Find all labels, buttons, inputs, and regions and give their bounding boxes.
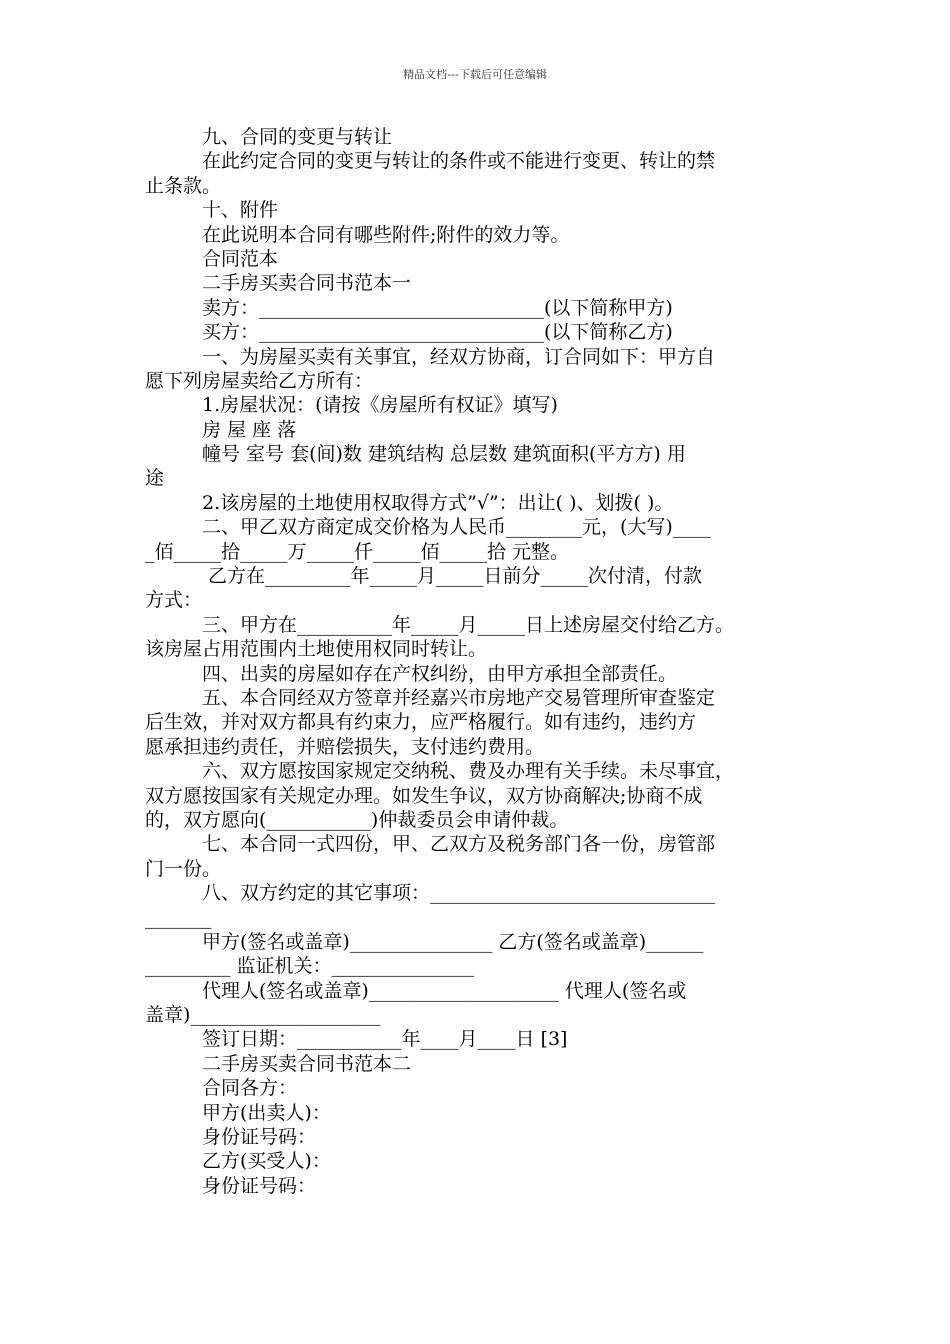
text-line: 一、为房屋买卖有关事宜，经双方协商，订合同如下：甲方自 <box>202 345 716 368</box>
text-line: 1.房屋状况：(请按《房屋所有权证》填写) <box>202 394 558 417</box>
text-line: 九、合同的变更与转让 <box>202 126 393 148</box>
text-line: 盖章)____________________ <box>145 1004 381 1027</box>
text-line: 七、本合同一式四份，甲、乙双方及税务部门各一份，房管部 <box>202 833 716 856</box>
text-line: 四、出卖的房屋如存在产权纠纷，由甲方承担全部责任。 <box>202 662 678 685</box>
text-line: 买方：______________________________(以下简称乙方) <box>202 321 673 344</box>
text-line: 的，双方愿向(___________)仲裁委员会申请仲裁。 <box>145 808 569 831</box>
text-line: 乙方在_________年_____月_____日前分_____次付清，付款 <box>202 565 703 588</box>
text-line: _______ <box>145 906 212 929</box>
text-line: 在此说明本合同有哪些附件;附件的效力等。 <box>202 223 570 246</box>
text-line: 八、双方约定的其它事项：______________________________ <box>202 882 716 905</box>
text-line: 六、双方愿按国家规定交纳税、费及办理有关手续。未尽事宜， <box>202 760 735 783</box>
text-line: 在此约定合同的变更与转让的条件或不能进行变更、转让的禁 <box>202 150 716 173</box>
text-line: 三、甲方在__________年_____月_____日上述房屋交付给乙方。 <box>202 613 735 636</box>
text-line: 甲方(出卖人)： <box>202 1101 331 1124</box>
text-line: 止条款。 <box>145 174 222 197</box>
text-line: 代理人(签名或盖章)____________________ 代理人(签名或 <box>202 979 687 1002</box>
text-line: 卖方：______________________________(以下简称甲方) <box>202 296 673 319</box>
text-line: 双方愿按国家有关规定办理。如发生争议，双方协商解决;协商不成 <box>145 784 703 807</box>
text-line: 幢号 室号 套(间)数 建筑结构 总层数 建筑面积(平方方) 用 <box>202 443 686 466</box>
text-line: 身份证号码： <box>202 1174 317 1197</box>
text-line: 二、甲乙双方商定成交价格为人民币________元，(大写)____ <box>202 516 711 539</box>
page-header: 精品文档---下载后可任意编辑 <box>403 68 547 81</box>
text-line: 途 <box>145 467 165 490</box>
text-line: 十、附件 <box>202 199 279 222</box>
document-body <box>145 125 825 1198</box>
text-line: 方式： <box>145 589 203 612</box>
text-line: 该房屋占用范围内土地使用权同时转让。 <box>145 638 488 661</box>
text-line: 二手房买卖合同书范本二 <box>202 1052 412 1075</box>
text-line: 愿下列房屋卖给乙方所有： <box>145 369 374 392</box>
text-line: 房 屋 座 落 <box>202 418 297 441</box>
text-line: 愿承担违约责任，并赔偿损失，支付违约费用。 <box>145 735 545 758</box>
text-line: 门一份。 <box>145 857 222 880</box>
text-line: 合同范本 <box>202 247 279 270</box>
text-line: _________ 监证机关：_______________ <box>145 955 475 978</box>
text-line: 合同各方： <box>202 1077 298 1100</box>
text-line: 五、本合同经双方签章并经嘉兴市房地产交易管理所审查鉴定 <box>202 686 716 709</box>
text-line: 甲方(签名或盖章)_______________ 乙方(签名或盖章)______ <box>202 930 704 953</box>
text-line: 乙方(买受人)： <box>202 1150 331 1173</box>
text-line: 后生效，并对双方都具有约束力，应严格履行。如有违约，违约方 <box>145 711 697 734</box>
text-line: 二手房买卖合同书范本一 <box>202 272 412 295</box>
text-line: 2.该房屋的土地使用权取得方式”√”：出让( )、划拨( )。 <box>202 491 674 514</box>
text-line: 签订日期：___________年____月____日 [3] <box>202 1028 568 1051</box>
text-line: _佰_____拾_____万_____仟_____佰_____拾 元整。 <box>145 540 570 563</box>
text-line: 身份证号码： <box>202 1126 317 1149</box>
